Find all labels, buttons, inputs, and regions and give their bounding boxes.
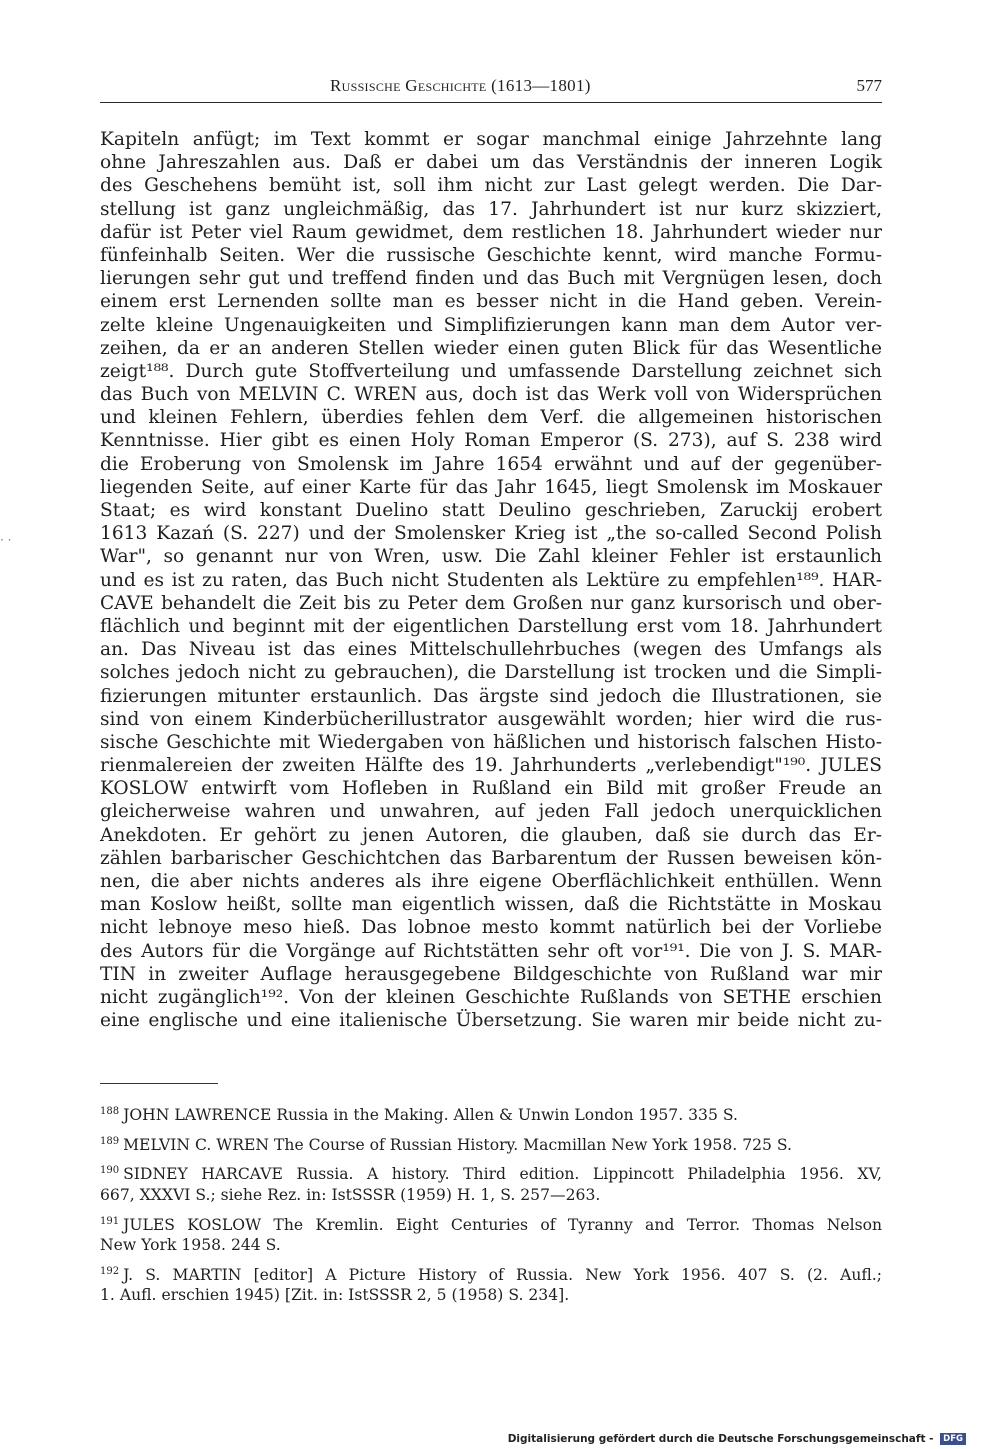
body-line: dafür ist Peter viel Raum gewidmet, dem restlichen 18. Jahrhundert wieder nur: [100, 221, 882, 243]
credit-text: Digitalisierung gefördert durch die Deutsche Forschungsgemeinschaft -: [507, 1433, 934, 1445]
body-line: Kenntnisse. Hier gibt es einen Holy Roman Emperor (S. 273), auf S. 238 wird: [100, 430, 882, 452]
body-line: sind von einem Kinderbücherillustrator ausgewählt worden; hier wird die rus-: [100, 708, 882, 730]
footnote-text: 1. Aufl. erschien 1945) [Zit. in: IstSSSR 2, 5 (1958) S. 234].: [100, 1286, 570, 1305]
digitization-credit: [508, 1433, 966, 1445]
footnote-text: 667, XXXVI S.; siehe Rez. in: IstSSSR (1959) H. 1, S. 257—263.: [100, 1186, 601, 1205]
footnote-line: [100, 1161, 882, 1185]
body-line: KOSLOW entwirft vom Hofleben in Rußland ein Bild mit großer Freude an: [100, 778, 882, 800]
body-line: nen, die aber nichts anderes als ihre eigene Oberflächlichkeit enthüllen. Wenn: [100, 871, 882, 892]
body-line: ohne Jahreszahlen aus. Daß er dabei um das Verständnis der inneren Logik: [100, 152, 882, 174]
body-line: eine englische und eine italienische Übersetzung. Sie waren mir beide nicht zu-: [100, 1010, 882, 1032]
footnote-rule: [100, 1083, 218, 1084]
footnote-line: [100, 1102, 882, 1126]
footnote-line: [100, 1212, 882, 1236]
running-header: [100, 76, 882, 103]
footnote-text: JOHN LAWRENCE Russia in the Making. Allen & Unwin London 1957. 335 S.: [123, 1106, 738, 1125]
body-line: Staat; es wird konstant Duelino statt Deulino geschrieben, Zaruckij erobert: [100, 500, 882, 521]
footnote: [100, 1132, 882, 1156]
body-line: Kapiteln anfügt; im Text kommt er sogar manchmal einige Jahrzehnte lang: [100, 129, 882, 150]
body-line: zählen barbarischer Geschichtchen das Barbarentum der Russen beweisen kön-: [100, 847, 882, 869]
dfg-logo: DFG: [940, 1433, 966, 1445]
body-line: des Autors für die Vorgänge auf Richtstätten sehr oft vor¹⁹¹. Die von J. S. MAR-: [100, 940, 882, 962]
body-line: und es ist zu raten, das Buch nicht Studenten als Lektüre zu empfehlen¹⁸⁹. HAR-: [100, 569, 882, 591]
footnote-line: [100, 1132, 882, 1156]
body-line: Anekdoten. Er gehört zu jenen Autoren, die glauben, daß sie durch das Er-: [100, 824, 882, 846]
body-line: 1613 Kazań (S. 227) und der Smolensker Krieg ist „the so-called Second Polish: [100, 523, 882, 545]
footnote-number: 191: [100, 1215, 120, 1227]
footnote-number: 192: [100, 1265, 120, 1277]
footnote-line: [100, 1285, 882, 1306]
body-text: [100, 128, 882, 1032]
footnote-line: [100, 1235, 882, 1256]
body-line: flächlich und beginnt mit der eigentlichen Darstellung erst vom 18. Jahrhundert: [100, 615, 882, 637]
body-line: nicht zugänglich¹⁹². Von der kleinen Geschichte Rußlands von SETHE erschien: [100, 986, 882, 1008]
body-line: das Buch von MELVIN C. WREN aus, doch ist das Werk voll von Widersprüchen: [100, 384, 882, 406]
body-line: und kleinen Fehlern, überdies fehlen dem Verf. die allgemeinen historischen: [100, 407, 882, 429]
body-line: War", so genannt nur von Wren, usw. Die Zahl kleiner Fehler ist erstaunlich: [100, 546, 882, 568]
footnote-line: [100, 1185, 882, 1206]
body-line: sische Geschichte mit Wiedergaben von häßlichen und historisch falschen Histo-: [100, 731, 882, 753]
footnote-text: New York 1958. 244 S.: [100, 1236, 281, 1255]
footnote-number: 188: [100, 1106, 120, 1117]
body-line: CAVE behandelt die Zeit bis zu Peter dem Großen nur ganz kursorisch und ober-: [100, 592, 882, 614]
body-line: die Eroberung von Smolensk im Jahre 1654 erwähnt und auf der gegenüber-: [100, 453, 882, 475]
footnote: [100, 1212, 882, 1256]
footnote: [100, 1102, 882, 1126]
footnote-text: JULES KOSLOW The Kremlin. Eight Centuries of Tyranny and Terror. Thomas Nelson: [123, 1215, 882, 1234]
footnotes: [100, 1102, 882, 1312]
footnote-text: SIDNEY HARCAVE Russia. A history. Third edition. Lippincott Philadelphia 1956. XV,: [123, 1165, 882, 1184]
body-line: fizierungen mitunter erstaunlich. Das ärgste sind jedoch die Illustrationen, sie: [100, 685, 882, 707]
body-line: man Koslow heißt, sollte man eigentlich wissen, daß die Richtstätte in Moskau: [100, 894, 882, 916]
body-line: einem erst Lernenden sollte man es besser nicht in die Hand geben. Verein-: [100, 291, 882, 313]
body-line: zeigt¹⁸⁸. Durch gute Stoffverteilung und umfassende Darstellung zeichnet sich: [100, 360, 882, 382]
running-title: Russische Geschichte (1613—1801): [330, 76, 591, 95]
body-line: liegenden Seite, auf einer Karte für das Jahr 1645, liegt Smolensk im Moskauer: [100, 476, 882, 498]
body-line: rienmalereien der zweiten Hälfte des 19. Jahrhunderts „verlebendigt"¹⁹⁰. JULES: [100, 755, 882, 777]
footnote: [100, 1161, 882, 1205]
body-line: nicht lebnoye meso hieß. Das lobnoe mesto kommt natürlich bei der Vorliebe: [100, 917, 882, 939]
footnote: [100, 1262, 882, 1306]
body-line: lierungen sehr gut und treffend finden und das Buch mit Vergnügen lesen, doch: [100, 268, 882, 290]
body-line: zeihen, da er an anderen Stellen wieder einen guten Blick für das Wesentliche: [100, 337, 882, 359]
body-line: solches jedoch nicht zu gebrauchen), die Darstellung ist trocken und die Simpli-: [100, 662, 882, 684]
footnote-number: 189: [100, 1135, 120, 1147]
body-line: zelte kleine Ungenauigkeiten und Simplifizierungen kann man dem Autor ver-: [100, 314, 882, 336]
margin-marks: · ·: [0, 533, 12, 547]
body-line: TIN in zweiter Auflage herausgegebene Bildgeschichte von Rußland war mir: [100, 963, 882, 985]
footnote-line: [100, 1262, 882, 1286]
page-number: 577: [856, 76, 882, 95]
body-line: gleicherweise wahren und unwahren, auf jeden Fall jedoch unerquicklichen: [100, 801, 882, 823]
body-line: an. Das Niveau ist das eines Mittelschullehrbuches (wegen des Umfangs als: [100, 639, 882, 661]
footnote-number: 190: [100, 1165, 120, 1177]
footnote-text: MELVIN C. WREN The Course of Russian History. Macmillan New York 1958. 725 S.: [123, 1135, 792, 1154]
footnote-text: J. S. MARTIN [editor] A Picture History of Russia. New York 1956. 407 S. (2. Aufl.;: [123, 1265, 882, 1284]
body-line: fünfeinhalb Seiten. Wer die russische Geschichte kennt, wird manche Formu-: [100, 244, 882, 266]
body-line: des Geschehens bemüht ist, soll ihm nicht zur Last gelegt werden. Die Dar-: [100, 175, 882, 197]
body-line: stellung ist ganz ungleichmäßig, das 17. Jahrhundert ist nur kurz skizziert,: [100, 198, 882, 220]
